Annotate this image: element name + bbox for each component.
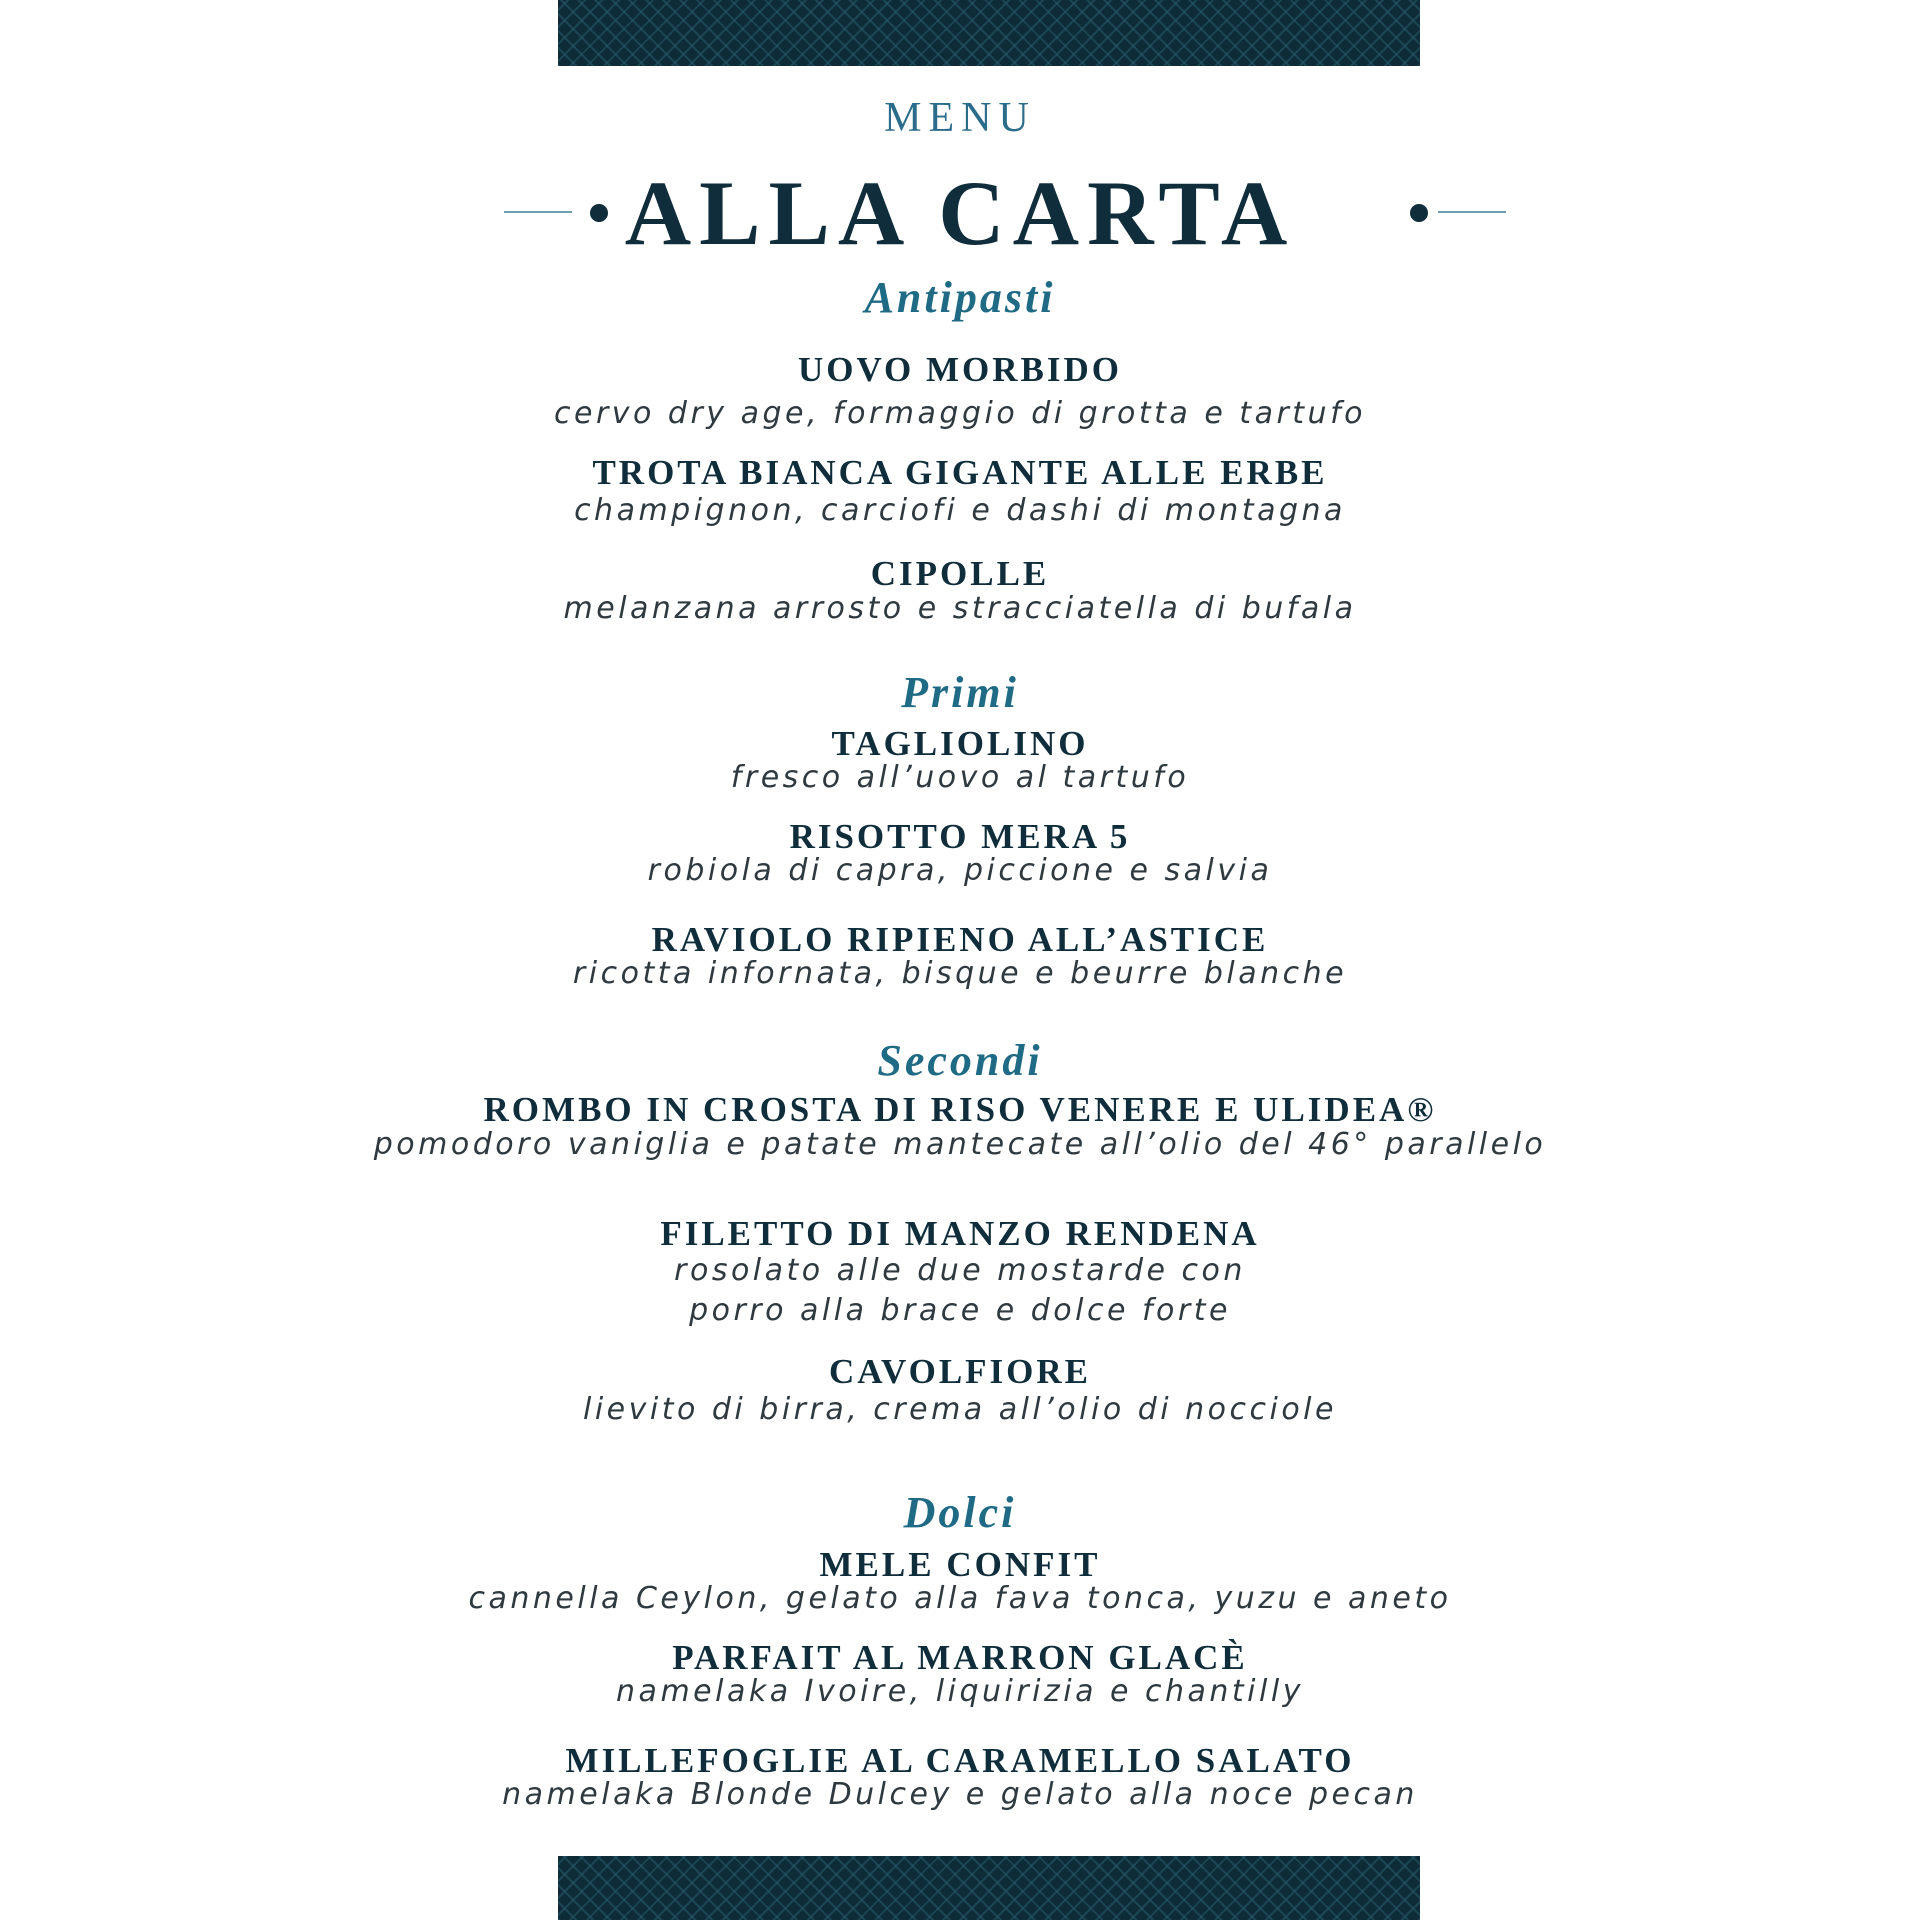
dish-name: RISOTTO MERA 5 xyxy=(789,817,1131,856)
dish-name: MELE CONFIT xyxy=(819,1545,1101,1584)
dish-name: ROMBO IN CROSTA DI RISO VENERE E ULIDEA® xyxy=(483,1090,1437,1129)
dish-description: champignon, carciofi e dashi di montagna xyxy=(574,493,1346,528)
dish-description: rosolato alle due mostarde con xyxy=(674,1253,1246,1288)
dish-name: RAVIOLO RIPIENO ALL’ASTICE xyxy=(651,920,1269,959)
dish-name: UOVO MORBIDO xyxy=(797,350,1123,389)
section-title-primi: Primi xyxy=(901,668,1019,717)
section-title-antipasti: Antipasti xyxy=(864,273,1056,322)
title-row xyxy=(0,158,1920,268)
dish-description: namelaka Ivoire, liquirizia e chantilly xyxy=(616,1674,1304,1709)
dish-description: namelaka Blonde Dulcey e gelato alla noce pecan xyxy=(502,1777,1418,1812)
dish-name: CAVOLFIORE xyxy=(828,1352,1092,1391)
dish-name: TAGLIOLINO xyxy=(831,724,1089,763)
dish-description: porro alla brace e dolce forte xyxy=(689,1293,1231,1328)
menu-label: MENU xyxy=(884,95,1036,141)
page-title: ALLA CARTA xyxy=(624,162,1296,264)
section-title-dolci: Dolci xyxy=(903,1488,1017,1537)
bottom-pattern-band xyxy=(558,1856,1420,1920)
top-pattern-band xyxy=(558,0,1420,66)
dish-name: MILLEFOGLIE AL CARAMELLO SALATO xyxy=(565,1741,1355,1780)
dish-description: cannella Ceylon, gelato alla fava tonca, yuzu e aneto xyxy=(468,1581,1452,1616)
dish-description: lievito di birra, crema all’olio di nocciole xyxy=(583,1392,1337,1427)
dish-name: TROTA BIANCA GIGANTE ALLE ERBE xyxy=(592,453,1328,492)
section-title-secondi: Secondi xyxy=(877,1036,1043,1085)
dish-description: cervo dry age, formaggio di grotta e tartufo xyxy=(554,396,1366,431)
dish-name: PARFAIT AL MARRON GLACÈ xyxy=(672,1638,1248,1677)
title-dot-right xyxy=(1410,204,1428,222)
dish-description: robiola di capra, piccione e salvia xyxy=(647,853,1273,888)
dish-description: fresco all’uovo al tartufo xyxy=(730,760,1190,795)
dish-name: CIPOLLE xyxy=(870,554,1050,593)
title-rule-right xyxy=(1438,211,1506,213)
dish-description: pomodoro vaniglia e patate mantecate all’olio del 46° parallelo xyxy=(373,1127,1547,1162)
dish-description: melanzana arrosto e stracciatella di bufala xyxy=(563,591,1357,626)
dish-description: ricotta infornata, bisque e beurre blanche xyxy=(572,956,1348,991)
dish-name: FILETTO DI MANZO RENDENA xyxy=(660,1214,1260,1253)
